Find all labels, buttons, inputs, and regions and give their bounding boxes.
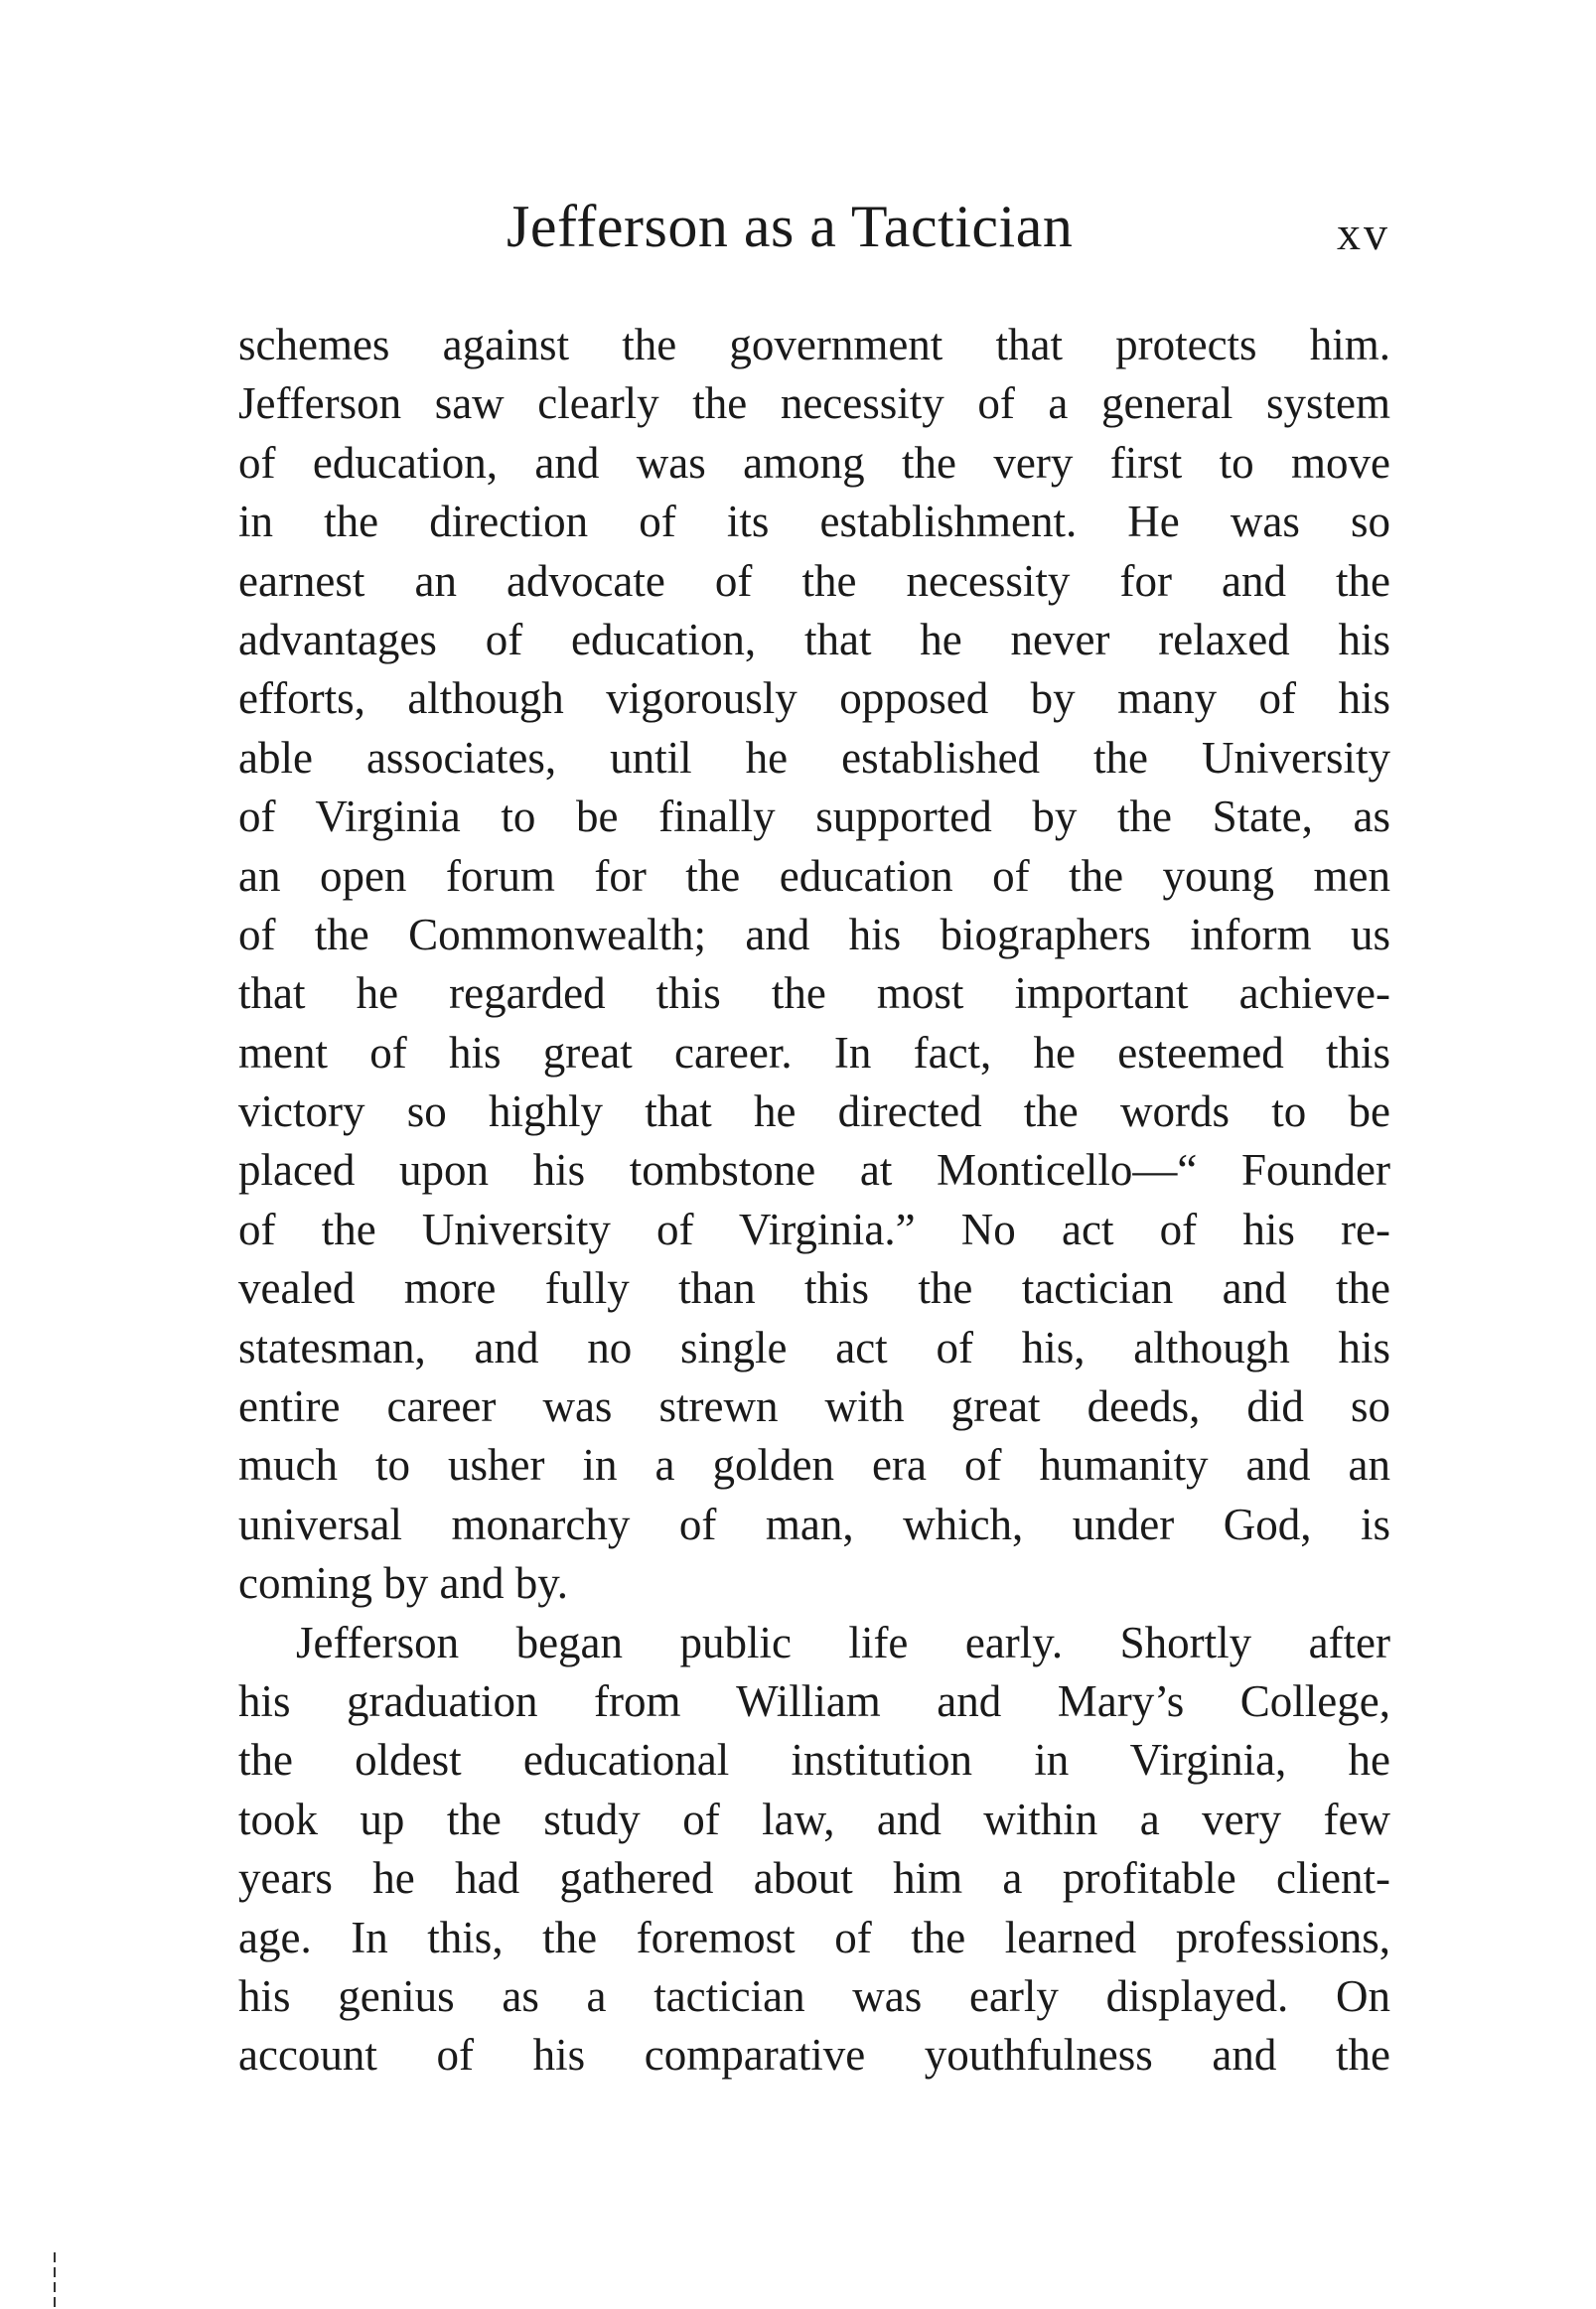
text-line: of the University of Virginia.” No act of his re- bbox=[238, 1204, 1390, 1254]
text-line: vealed more fully than this the tactician and the bbox=[238, 1263, 1390, 1314]
text-line: efforts, although vigorously opposed by many of his bbox=[238, 673, 1390, 724]
body-text bbox=[238, 316, 1390, 2086]
running-title: Jefferson as a Tactician bbox=[507, 194, 1074, 259]
text-line: advantages of education, that he never relaxed his bbox=[238, 614, 1390, 664]
text-line: years he had gathered about him a profitable client- bbox=[238, 1853, 1390, 1904]
paragraph-end-line: coming by and by. bbox=[238, 1558, 569, 1609]
text-line: took up the study of law, and within a very few bbox=[238, 1794, 1390, 1844]
text-line: his genius as a tactician was early displayed. On bbox=[238, 1970, 1390, 2021]
text-line: in the direction of its establishment. He was so bbox=[238, 497, 1390, 547]
text-line: much to usher in a golden era of humanity and an bbox=[238, 1440, 1390, 1491]
text-line: that he regarded this the most important achieve- bbox=[238, 968, 1390, 1019]
text-line: earnest an advocate of the necessity for and the bbox=[238, 555, 1390, 606]
text-line: entire career was strewn with great deeds, did so bbox=[238, 1381, 1390, 1432]
text-line: his graduation from William and Mary’s College, bbox=[238, 1675, 1390, 1726]
page-number: xv bbox=[1337, 208, 1390, 260]
text-line: universal monarchy of man, which, under God, is bbox=[238, 1499, 1390, 1549]
text-line: age. In this, the foremost of the learned professions, bbox=[238, 1912, 1390, 1962]
text-line: the oldest educational institution in Virginia, he bbox=[238, 1735, 1390, 1786]
text-line: able associates, until he established the University bbox=[238, 732, 1390, 783]
text-line: an open forum for the education of the young men bbox=[238, 850, 1390, 901]
text-line: ment of his great career. In fact, he esteemed this bbox=[238, 1027, 1390, 1078]
scan-margin-mark bbox=[54, 2252, 56, 2309]
text-line: statesman, and no single act of his, although his bbox=[238, 1322, 1390, 1372]
text-line: victory so highly that he directed the words to be bbox=[238, 1086, 1390, 1137]
running-head bbox=[238, 187, 1390, 266]
text-line: schemes against the government that protects him. bbox=[238, 320, 1390, 369]
text-line: placed upon his tombstone at Monticello—“ Founder bbox=[238, 1145, 1390, 1196]
text-line: of Virginia to be finally supported by the State, as bbox=[238, 792, 1390, 842]
paragraph-start-line: Jefferson began public life early. Shortly after bbox=[296, 1617, 1390, 1667]
text-line: of the Commonwealth; and his biographers inform us bbox=[238, 909, 1390, 959]
text-line: account of his comparative youthfulness and the bbox=[238, 2030, 1390, 2081]
text-line: Jefferson saw clearly the necessity of a general system bbox=[238, 378, 1390, 429]
text-line: of education, and was among the very first to move bbox=[238, 437, 1390, 488]
